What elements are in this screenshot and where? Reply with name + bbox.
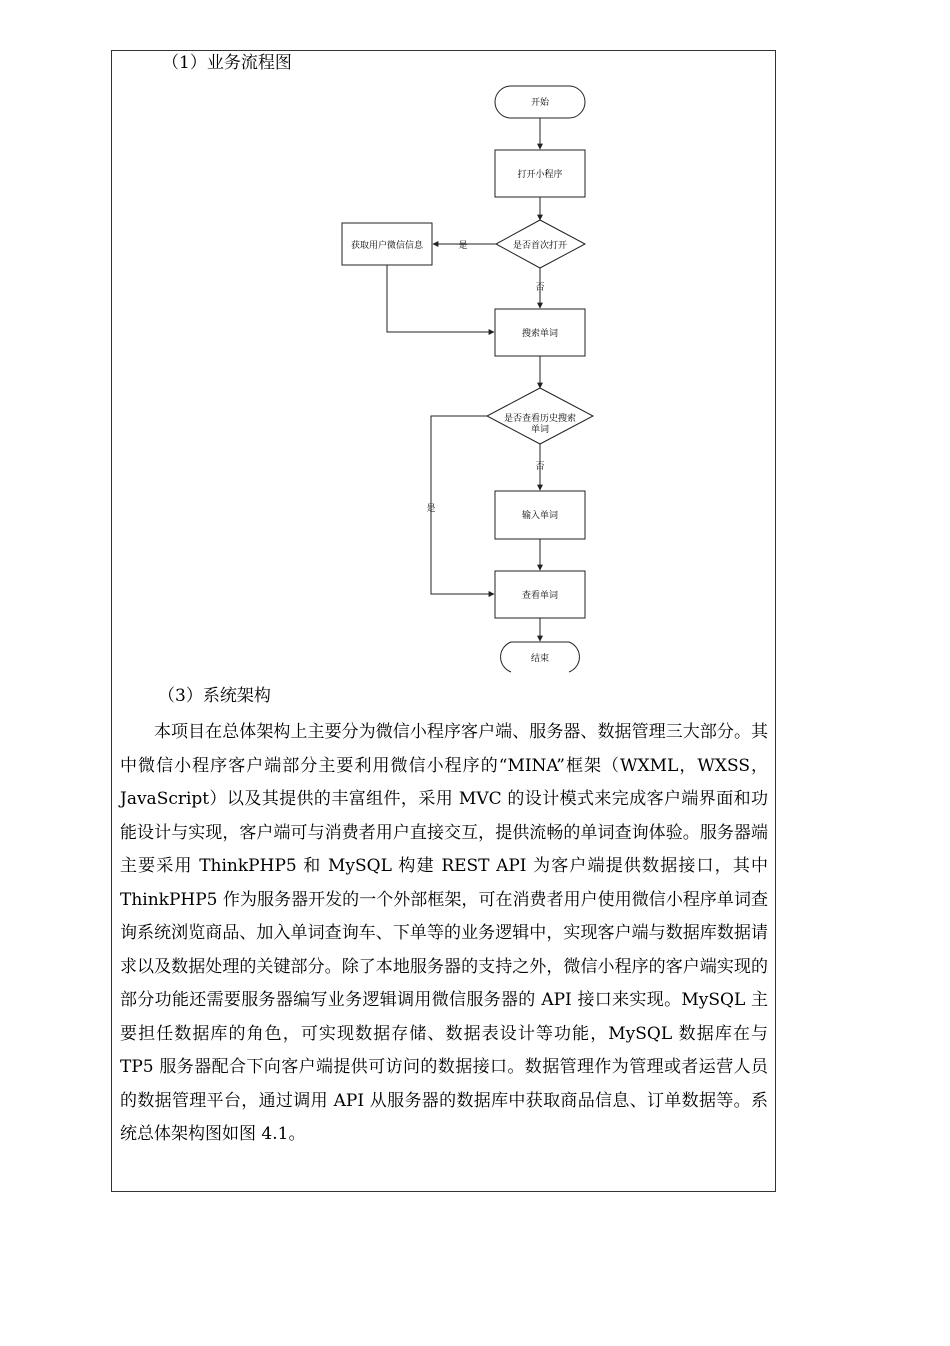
section-heading-flowchart: （1）业务流程图 <box>162 53 292 73</box>
no-label-first-open: 否 <box>535 283 545 293</box>
no-label-history: 否 <box>535 462 545 472</box>
yes-label-first-open: 是 <box>458 241 468 251</box>
yes-label-history: 是 <box>426 504 436 514</box>
architecture-paragraph: 本项目在总体架构上主要分为微信小程序客户端、服务器、数据管理三大部分。其中微信小程序客户端部分主要利用微信小程序的“MINA”框架（WXML，WXSS，JavaScript）以及其提供的丰富组件，采用 MVC 的设计模式来完成客户端界面和功能设计与实现，客户端可与消费者用户直接交互，提供流畅的单词查询体验。服务器端主要采用 ThinkPHP5 和 MySQL 构建 REST API 为客户端提供数据接口，其中 ThinkPHP5 作为服务器开发的一个外部框架，可在消费者用户使用微信小程序单词查询系统浏览商品、加入单词查询车、下单等的业务逻辑中，实现客户端与数据库数据请求以及数据处理的关键部分。除了本地服务器的支持之外，微信小程序的客户端实现的部分功能还需要服务器编写业务逻辑调用微信服务器的 API 接口来实现。MySQL 主要担任数据库的角色，可实现数据存储、数据表设计等功能，MySQL 数据库在与 TP5 服务器配合下向客户端提供可访问的数据接口。数据管理作为管理或者运营人员的数据管理平台，通过调用 API 从服务器的数据库中获取商品信息、订单数据等。系统总体架构图如图 4.1。 <box>120 722 768 1144</box>
search-word-label: 搜索单词 <box>521 329 559 339</box>
section-heading-architecture: （3）系统架构 <box>158 686 271 706</box>
view-history-label-line1: 是否查看历史搜索 <box>503 414 577 424</box>
end-label: 结束 <box>530 654 550 664</box>
business-flowchart <box>330 80 610 680</box>
input-word-label: 输入单词 <box>521 511 559 521</box>
arrow-decision2-to-view <box>431 416 494 594</box>
first-open-label: 是否首次打开 <box>512 241 568 251</box>
open-app-label: 打开小程序 <box>517 170 563 180</box>
get-user-info-label: 获取用户微信信息 <box>350 241 424 251</box>
start-label: 开始 <box>530 98 550 108</box>
view-history-label-line2: 单词 <box>530 425 550 435</box>
arrow-getinfo-to-search <box>387 265 494 332</box>
view-word-label: 查看单词 <box>521 591 559 601</box>
